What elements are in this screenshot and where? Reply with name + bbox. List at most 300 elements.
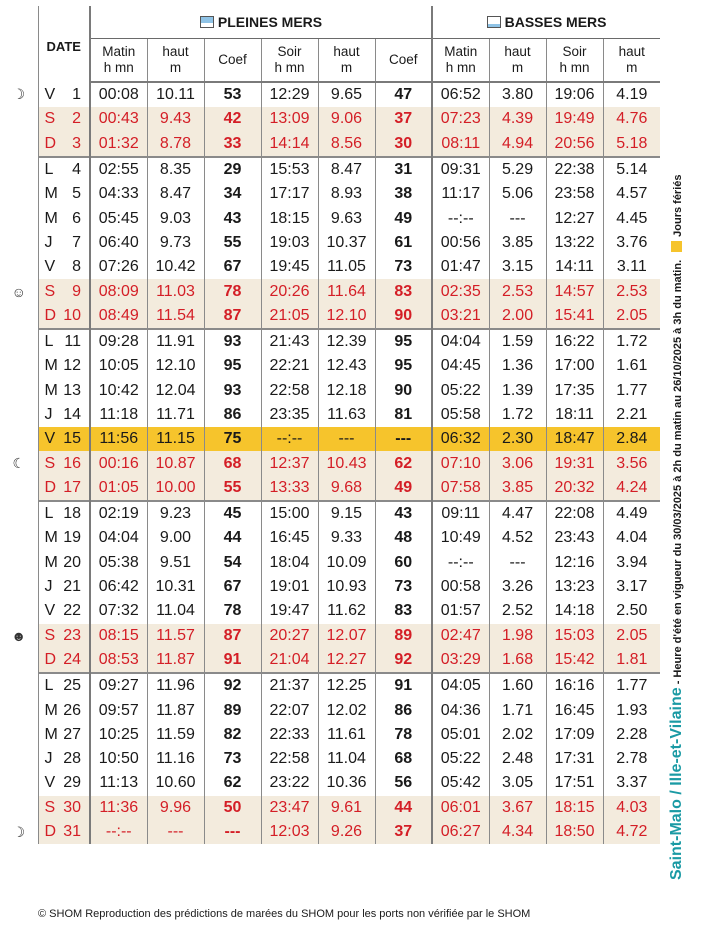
low-morning-height: 1.68 — [489, 648, 546, 673]
moon-phase-icon: ☺ — [0, 279, 38, 303]
low-evening-time: 17:00 — [546, 354, 603, 378]
low-morning-height: 3.06 — [489, 451, 546, 475]
day-number: 2 — [52, 107, 90, 131]
table-row — [0, 354, 660, 378]
high-evening-time: 12:03 — [261, 820, 318, 844]
low-morning-height: 2.00 — [489, 304, 546, 329]
high-morning-time: 10:05 — [90, 354, 147, 378]
holiday-legend-label: Jours fériés — [672, 174, 684, 237]
high-morning-time: 10:50 — [90, 747, 147, 771]
high-evening-coef: 44 — [375, 796, 432, 820]
high-evening-height: 12.27 — [318, 648, 375, 673]
table-row — [0, 279, 660, 303]
high-evening-time: 20:27 — [261, 624, 318, 648]
low-evening-time: 22:38 — [546, 157, 603, 182]
table-row — [0, 624, 660, 648]
day-number: 15 — [52, 427, 90, 451]
high-evening-coef: 31 — [375, 157, 432, 182]
moon-phase-icon — [0, 796, 38, 820]
high-evening-height: 10.37 — [318, 231, 375, 255]
low-morning-height: 2.02 — [489, 723, 546, 747]
low-evening-time: 13:23 — [546, 575, 603, 599]
high-morning-height: 10.00 — [147, 476, 204, 501]
high-morning-time: 00:16 — [90, 451, 147, 475]
high-evening-time: 14:14 — [261, 132, 318, 157]
moon-phase-icon — [0, 107, 38, 131]
moon-phase-icon — [0, 501, 38, 526]
high-morning-time: 11:13 — [90, 771, 147, 795]
high-evening-height: 9.68 — [318, 476, 375, 501]
low-evening-height: 3.76 — [603, 231, 660, 255]
high-evening-coef: 90 — [375, 304, 432, 329]
high-evening-height: 12.02 — [318, 698, 375, 722]
table-row — [0, 107, 660, 131]
moon-phase-icon — [0, 476, 38, 501]
high-evening-height: 10.36 — [318, 771, 375, 795]
table-row — [0, 501, 660, 526]
table-row — [0, 673, 660, 698]
table-row — [0, 723, 660, 747]
high-morning-coef: 78 — [204, 279, 261, 303]
weekday: M — [38, 379, 52, 403]
low-morning-height: 1.60 — [489, 673, 546, 698]
low-evening-height: 4.24 — [603, 476, 660, 501]
low-morning-time: 06:52 — [432, 82, 489, 107]
high-morning-time: 05:45 — [90, 206, 147, 230]
low-morning-time: 05:01 — [432, 723, 489, 747]
low-tide-group-header: BASSES MERS — [432, 6, 660, 39]
high-morning-height: 9.00 — [147, 526, 204, 550]
moon-phase-icon — [0, 132, 38, 157]
high-morning-time: 08:49 — [90, 304, 147, 329]
low-morning-height: 2.53 — [489, 279, 546, 303]
moon-phase-icon — [0, 354, 38, 378]
day-number: 19 — [63, 529, 81, 547]
day-number: 21 — [63, 578, 81, 596]
side-caption — [668, 174, 686, 880]
weekday: D — [38, 476, 52, 501]
high-morning-coef: 89 — [204, 698, 261, 722]
day-number: 3 — [52, 132, 90, 157]
low-evening-height: 1.93 — [603, 698, 660, 722]
low-evening-time: 18:47 — [546, 427, 603, 451]
high-morning-height: 9.43 — [147, 107, 204, 131]
high-evening-coef: 73 — [375, 575, 432, 599]
day-number: 18 — [52, 501, 90, 526]
low-morning-height: 3.85 — [489, 231, 546, 255]
low-morning-height: 3.15 — [489, 255, 546, 279]
table-row — [0, 329, 660, 354]
moon-phase-icon — [0, 379, 38, 403]
low-evening-time: 17:31 — [546, 747, 603, 771]
high-evening-height: 10.09 — [318, 551, 375, 575]
high-evening-coef: 95 — [375, 354, 432, 378]
weekday: M — [38, 698, 52, 722]
high-morning-height: 8.47 — [147, 182, 204, 206]
high-morning-time: 09:27 — [90, 673, 147, 698]
low-morning-time: --:-- — [432, 551, 489, 575]
weekday: D — [38, 648, 52, 673]
high-morning-coef: 55 — [204, 231, 261, 255]
high-evening-coef: 47 — [375, 82, 432, 107]
day-number: 14 — [63, 406, 81, 423]
high-evening-time: 16:45 — [261, 526, 318, 550]
low-evening-height: 4.19 — [603, 82, 660, 107]
high-morning-coef: 53 — [204, 82, 261, 107]
high-evening-coef: 38 — [375, 182, 432, 206]
col-high-evening-height: haut m — [318, 39, 375, 83]
low-morning-height: 3.26 — [489, 575, 546, 599]
high-evening-height: 11.05 — [318, 255, 375, 279]
moon-phase-icon — [0, 747, 38, 771]
low-morning-time: 08:11 — [432, 132, 489, 157]
low-morning-time: 05:22 — [432, 747, 489, 771]
low-evening-height: 2.78 — [603, 747, 660, 771]
low-evening-time: 19:49 — [546, 107, 603, 131]
moon-phase-icon — [0, 157, 38, 182]
high-evening-coef: 73 — [375, 255, 432, 279]
table-row — [0, 820, 660, 844]
tide-table — [0, 6, 660, 844]
high-morning-coef: 50 — [204, 796, 261, 820]
high-evening-height: 12.43 — [318, 354, 375, 378]
low-morning-height: 3.80 — [489, 82, 546, 107]
high-morning-time: 11:56 — [90, 427, 147, 451]
day-number: 16 — [52, 451, 90, 475]
low-evening-height: 2.53 — [603, 279, 660, 303]
high-evening-coef: 61 — [375, 231, 432, 255]
high-evening-time: 22:21 — [261, 354, 318, 378]
col-high-morning-time: Matin h mn — [90, 39, 147, 83]
dst-note: - Heure d'été en vigueur du 30/03/2025 à 2h du matin au 26/10/2025 à 3h du matin. — [672, 259, 684, 688]
high-evening-time: 18:15 — [261, 206, 318, 230]
weekday: M — [38, 526, 52, 550]
high-morning-time: 08:15 — [90, 624, 147, 648]
low-evening-time: 14:18 — [546, 599, 603, 623]
low-morning-time: 07:23 — [432, 107, 489, 131]
weekday: D — [38, 820, 52, 844]
high-morning-coef: 93 — [204, 329, 261, 354]
low-morning-time: 06:27 — [432, 820, 489, 844]
moon-phase-icon — [0, 329, 38, 354]
weekday: V — [38, 599, 52, 623]
high-morning-coef: 44 — [204, 526, 261, 550]
high-evening-time: 18:04 — [261, 551, 318, 575]
day-number: 22 — [63, 602, 81, 620]
low-morning-height: 5.06 — [489, 182, 546, 206]
day-number: 28 — [63, 750, 81, 768]
high-evening-height: 9.15 — [318, 501, 375, 526]
high-morning-height: 9.96 — [147, 796, 204, 820]
low-morning-time: 01:47 — [432, 255, 489, 279]
high-morning-time: 00:43 — [90, 107, 147, 131]
table-row — [0, 182, 660, 206]
high-evening-coef: 37 — [375, 107, 432, 131]
low-evening-height: 1.77 — [603, 379, 660, 403]
day-number: 9 — [52, 279, 90, 303]
high-evening-height: 10.43 — [318, 451, 375, 475]
high-morning-height: 10.60 — [147, 771, 204, 795]
table-row — [0, 82, 660, 107]
table-row — [0, 771, 660, 795]
high-evening-height: 9.63 — [318, 206, 375, 230]
table-row — [0, 427, 660, 451]
table-row — [0, 698, 660, 722]
low-morning-time: 07:10 — [432, 451, 489, 475]
high-evening-coef: 83 — [375, 599, 432, 623]
low-morning-height: 3.85 — [489, 476, 546, 501]
high-morning-time: 05:38 — [90, 551, 147, 575]
low-morning-time: 05:42 — [432, 771, 489, 795]
low-evening-time: 19:31 — [546, 451, 603, 475]
high-morning-height: 10.31 — [147, 575, 204, 599]
high-evening-height: 11.62 — [318, 599, 375, 623]
high-morning-time: 09:28 — [90, 329, 147, 354]
high-evening-height: 9.26 — [318, 820, 375, 844]
high-evening-coef: 49 — [375, 206, 432, 230]
weekday: V — [38, 427, 52, 451]
high-morning-height: 9.03 — [147, 206, 204, 230]
high-morning-coef: 73 — [204, 747, 261, 771]
low-evening-time: 16:45 — [546, 698, 603, 722]
high-tide-group-header: PLEINES MERS — [90, 6, 432, 39]
low-morning-height: 2.48 — [489, 747, 546, 771]
high-morning-height: 10.11 — [147, 82, 204, 107]
day-number: 12 — [63, 357, 81, 375]
weekday: S — [38, 796, 52, 820]
moon-phase-icon — [0, 673, 38, 698]
weekday: M — [38, 206, 52, 230]
moon-phase-icon — [0, 255, 38, 279]
table-row — [0, 157, 660, 182]
high-evening-time: 12:37 — [261, 451, 318, 475]
low-morning-height: 3.05 — [489, 771, 546, 795]
day-number: 5 — [72, 185, 81, 203]
high-evening-coef: 89 — [375, 624, 432, 648]
high-morning-time: 04:04 — [90, 526, 147, 550]
high-morning-time: 02:19 — [90, 501, 147, 526]
low-morning-time: 03:29 — [432, 648, 489, 673]
weekday: J — [38, 747, 52, 771]
low-evening-time: 12:16 — [546, 551, 603, 575]
day-number: 4 — [52, 157, 90, 182]
high-morning-time: 07:32 — [90, 599, 147, 623]
high-morning-time: 01:32 — [90, 132, 147, 157]
high-evening-time: 19:03 — [261, 231, 318, 255]
weekday: M — [38, 723, 52, 747]
high-evening-height: 11.04 — [318, 747, 375, 771]
table-row — [0, 206, 660, 230]
table-row — [0, 379, 660, 403]
high-morning-coef: --- — [204, 820, 261, 844]
date-header: DATE — [38, 6, 90, 82]
high-evening-coef: 62 — [375, 451, 432, 475]
low-evening-time: 14:11 — [546, 255, 603, 279]
high-evening-time: 22:07 — [261, 698, 318, 722]
high-morning-coef: 86 — [204, 403, 261, 427]
low-morning-time: 09:31 — [432, 157, 489, 182]
high-evening-coef: 83 — [375, 279, 432, 303]
tide-rows — [0, 82, 660, 844]
low-evening-time: 14:57 — [546, 279, 603, 303]
low-morning-height: 2.30 — [489, 427, 546, 451]
weekday: M — [38, 182, 52, 206]
moon-phase-icon: ☽ — [0, 820, 38, 844]
high-evening-coef: 90 — [375, 379, 432, 403]
low-morning-time: 03:21 — [432, 304, 489, 329]
day-number: 25 — [52, 673, 90, 698]
low-evening-time: 19:06 — [546, 82, 603, 107]
low-evening-height: 1.61 — [603, 354, 660, 378]
high-morning-coef: 75 — [204, 427, 261, 451]
table-row — [0, 599, 660, 623]
low-evening-time: 15:03 — [546, 624, 603, 648]
weekday: L — [38, 157, 52, 182]
low-evening-height: 4.72 — [603, 820, 660, 844]
high-evening-coef: 49 — [375, 476, 432, 501]
high-morning-time: 06:42 — [90, 575, 147, 599]
weekday: L — [38, 501, 52, 526]
low-morning-time: 06:32 — [432, 427, 489, 451]
weekday: S — [38, 279, 52, 303]
weekday: M — [38, 551, 52, 575]
low-evening-time: 12:27 — [546, 206, 603, 230]
high-evening-time: 17:17 — [261, 182, 318, 206]
table-row — [0, 526, 660, 550]
low-evening-time: 16:16 — [546, 673, 603, 698]
low-morning-time: 07:58 — [432, 476, 489, 501]
col-high-morning-coef: Coef — [204, 39, 261, 83]
high-evening-time: 23:22 — [261, 771, 318, 795]
high-evening-coef: 95 — [375, 329, 432, 354]
high-morning-coef: 68 — [204, 451, 261, 475]
high-morning-coef: 54 — [204, 551, 261, 575]
low-morning-height: 4.39 — [489, 107, 546, 131]
low-morning-height: 4.47 — [489, 501, 546, 526]
high-morning-height: 11.54 — [147, 304, 204, 329]
day-number: 10 — [52, 304, 90, 329]
high-morning-time: 11:36 — [90, 796, 147, 820]
high-evening-height: 9.06 — [318, 107, 375, 131]
high-morning-coef: 55 — [204, 476, 261, 501]
low-morning-time: 00:56 — [432, 231, 489, 255]
weekday: S — [38, 107, 52, 131]
high-evening-time: 19:01 — [261, 575, 318, 599]
moon-phase-icon — [0, 206, 38, 230]
low-evening-time: 17:51 — [546, 771, 603, 795]
low-morning-height: 4.94 — [489, 132, 546, 157]
table-row — [0, 231, 660, 255]
low-evening-height: 4.45 — [603, 206, 660, 230]
day-number: 29 — [63, 774, 81, 792]
high-evening-height: --- — [318, 427, 375, 451]
high-morning-height: 11.59 — [147, 723, 204, 747]
high-morning-height: 9.51 — [147, 551, 204, 575]
low-evening-time: 13:22 — [546, 231, 603, 255]
low-morning-time: 02:35 — [432, 279, 489, 303]
weekday: D — [38, 132, 52, 157]
col-low-morning-height: haut m — [489, 39, 546, 83]
table-row — [0, 551, 660, 575]
high-morning-coef: 67 — [204, 575, 261, 599]
high-evening-time: 13:09 — [261, 107, 318, 131]
high-evening-time: 21:43 — [261, 329, 318, 354]
day-number: 6 — [72, 209, 81, 227]
table-row — [0, 255, 660, 279]
high-evening-height: 11.64 — [318, 279, 375, 303]
col-low-morning-time: Matin h mn — [432, 39, 489, 83]
high-evening-coef: 81 — [375, 403, 432, 427]
high-morning-time: 02:55 — [90, 157, 147, 182]
low-morning-height: 1.39 — [489, 379, 546, 403]
low-morning-height: --- — [489, 551, 546, 575]
low-morning-time: 00:58 — [432, 575, 489, 599]
high-morning-coef: 43 — [204, 206, 261, 230]
low-evening-time: 15:42 — [546, 648, 603, 673]
moon-phase-icon — [0, 648, 38, 673]
low-morning-time: 05:22 — [432, 379, 489, 403]
high-evening-coef: 78 — [375, 723, 432, 747]
high-morning-coef: 95 — [204, 354, 261, 378]
high-evening-coef: 30 — [375, 132, 432, 157]
high-evening-height: 12.10 — [318, 304, 375, 329]
moon-phase-icon — [0, 182, 38, 206]
weekday: L — [38, 673, 52, 698]
high-evening-height: 12.18 — [318, 379, 375, 403]
high-evening-coef: 60 — [375, 551, 432, 575]
low-morning-time: 01:57 — [432, 599, 489, 623]
moon-phase-icon — [0, 723, 38, 747]
high-evening-height: 8.56 — [318, 132, 375, 157]
day-number: 13 — [63, 381, 81, 399]
low-morning-height: 3.67 — [489, 796, 546, 820]
high-morning-coef: 91 — [204, 648, 261, 673]
high-morning-time: 06:40 — [90, 231, 147, 255]
low-morning-time: 02:47 — [432, 624, 489, 648]
high-evening-height: 11.61 — [318, 723, 375, 747]
day-number: 23 — [52, 624, 90, 648]
table-row — [0, 796, 660, 820]
low-morning-height: 1.36 — [489, 354, 546, 378]
low-evening-height: 3.56 — [603, 451, 660, 475]
col-low-evening-height: haut m — [603, 39, 660, 83]
moon-phase-icon — [0, 551, 38, 575]
low-morning-time: 04:04 — [432, 329, 489, 354]
high-morning-time: 09:57 — [90, 698, 147, 722]
moon-phase-icon: ☾ — [0, 451, 38, 475]
high-evening-time: 15:53 — [261, 157, 318, 182]
high-morning-time: 11:18 — [90, 403, 147, 427]
table-row — [0, 304, 660, 329]
low-morning-height: 5.29 — [489, 157, 546, 182]
day-number: 20 — [63, 553, 81, 571]
low-evening-time: 18:15 — [546, 796, 603, 820]
low-evening-height: 4.57 — [603, 182, 660, 206]
weekday: V — [38, 255, 52, 279]
low-evening-height: 2.05 — [603, 624, 660, 648]
high-morning-height: 9.73 — [147, 231, 204, 255]
low-tide-icon — [487, 16, 501, 28]
day-number: 17 — [52, 476, 90, 501]
high-evening-height: 12.39 — [318, 329, 375, 354]
high-morning-coef: 67 — [204, 255, 261, 279]
low-evening-height: 1.77 — [603, 673, 660, 698]
high-evening-height: 12.07 — [318, 624, 375, 648]
high-morning-coef: 87 — [204, 304, 261, 329]
weekday: S — [38, 624, 52, 648]
table-row — [0, 476, 660, 501]
high-morning-time: 08:09 — [90, 279, 147, 303]
